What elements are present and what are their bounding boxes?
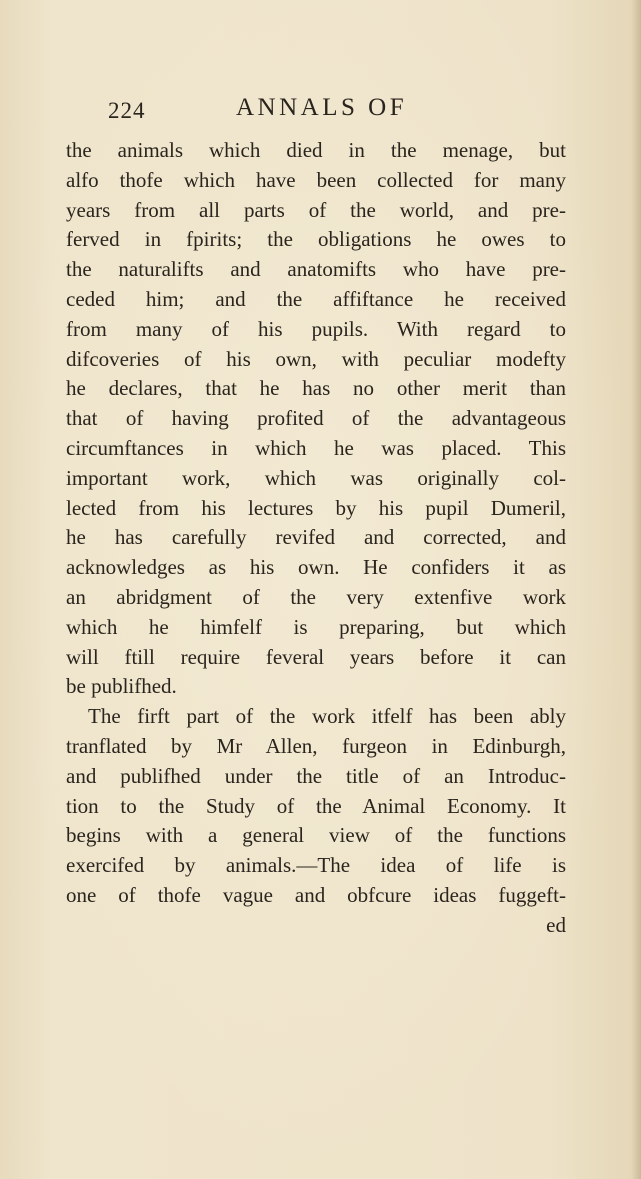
text-line: be publifhed.	[66, 674, 177, 699]
text-line: the animals which died in the menage, but	[66, 138, 566, 162]
page-header	[108, 94, 568, 124]
page-edge-shadow	[631, 0, 641, 1179]
text-line: will ftill require feveral years before it can	[66, 644, 566, 669]
text-line: alfo thofe which have been collected for many	[66, 167, 566, 192]
text-line: acknowledges as his own. He confiders it as	[66, 555, 566, 580]
text-line: The firft part of the work itfelf has been ably	[88, 704, 566, 729]
text-line: tranflated by Mr Allen, furgeon in Edinburgh,	[66, 733, 566, 758]
text-line: ceded him; and the affiftance he received	[66, 286, 566, 311]
text-line: important work, which was originally col-	[66, 465, 566, 490]
text-line: which he himfelf is preparing, but which	[66, 614, 566, 639]
text-line: begins with a general view of the functions	[66, 823, 566, 848]
text-line: he has carefully revifed and corrected, and	[66, 525, 566, 550]
text-line: years from all parts of the world, and pre-	[66, 197, 566, 222]
text-line: tion to the Study of the Animal Economy. It	[66, 793, 566, 818]
text-line: exercifed by animals.—The idea of life is	[66, 853, 566, 878]
text-line: ferved in fpirits; the obligations he owes to	[66, 227, 566, 252]
text-line: from many of his pupils. With regard to	[66, 316, 566, 341]
text-line: and publifhed under the title of an Introduc-	[66, 763, 566, 788]
page-number: 224	[108, 98, 146, 123]
catchword: ed	[546, 912, 566, 937]
text-line: difcoveries of his own, with peculiar modefty	[66, 346, 566, 371]
text-line: he declares, that he has no other merit than	[66, 376, 566, 401]
text-line: one of thofe vague and obfcure ideas fuggeft-	[66, 882, 566, 907]
text-line: the naturalifts and anatomifts who have pre-	[66, 257, 566, 282]
running-head: ANNALS OF	[236, 94, 408, 121]
text-line: lected from his lectures by his pupil Dumeril,	[66, 495, 566, 520]
body-text	[66, 136, 566, 941]
text-line: that of having profited of the advantageous	[66, 406, 566, 431]
text-line: circumftances in which he was placed. This	[66, 435, 566, 460]
text-line: an abridgment of the very extenfive work	[66, 584, 566, 609]
